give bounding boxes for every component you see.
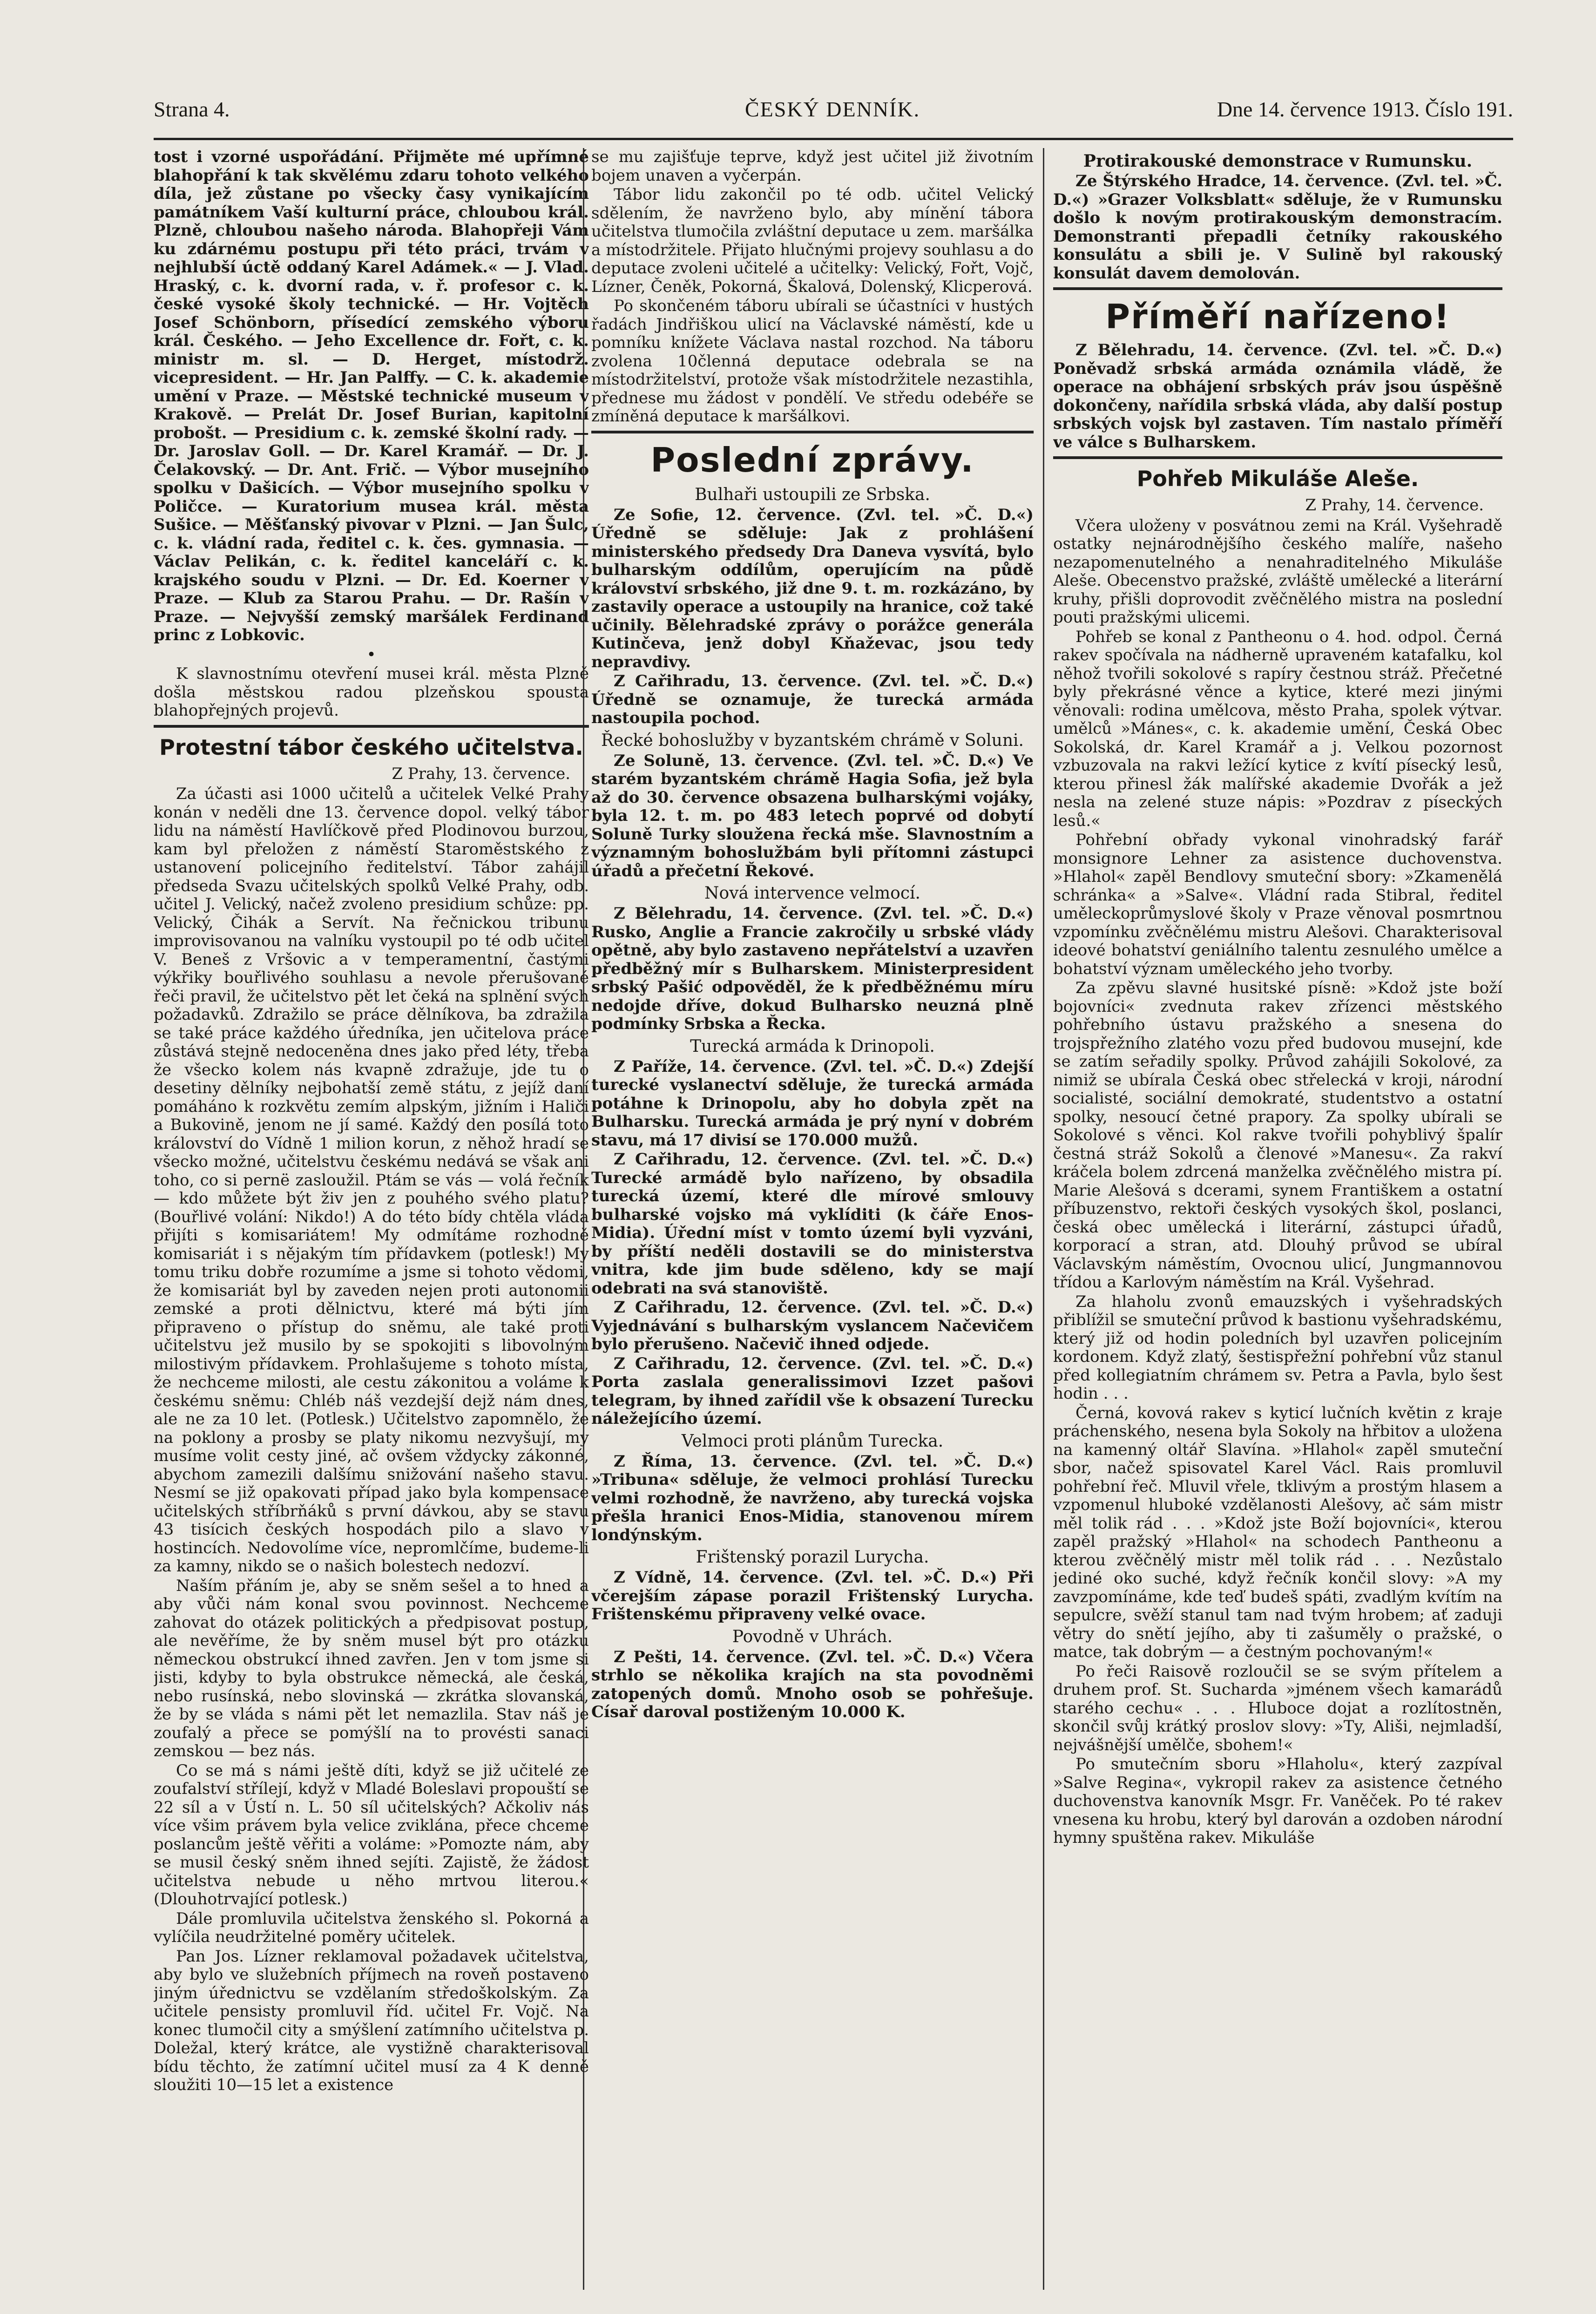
news-item: Z Pešti, 14. července. (Zvl. tel. »Č. D.«) Včera strhlo se několika krajích na sta povodněmi zatopených domů. Mnoho osob se pohřešuje. Císař daroval postiženým 10.000 K. bbox=[591, 1647, 1034, 1721]
plzen-note: K slavnostnímu otevření musei král. města Plzně došla městskou radou plzeňskou spousta blahopřejných projevů. bbox=[154, 664, 589, 720]
page-number: Strana 4. bbox=[154, 97, 230, 121]
news-subheading: Povodně v Uhrách. bbox=[732, 1627, 893, 1646]
article-continuation: se mu zajišťuje teprve, když jest učitel již životním bojem unaven a vyčerpán. bbox=[591, 148, 1034, 185]
news-item: Z Cařihradu, 12. července. (Zvl. tel. »Č. D.«) Vyjednávání s bulharským vyslancem Načevičem bylo přerušeno. Načevič ihned odjede. bbox=[591, 1298, 1034, 1353]
article-paragraph: Včera uloženy v posvátnou zemi na Král. Vyšehradě ostatky nejnárodnějšího českého malíře, našeho nezapomenutelného a nenahraditelného Mikuláše Aleše. Obecenstvo pražské, zvláště umělecké a literární kruhy, přišli doprovodit zvěčnělého mistra na poslední pouti pražskými ulicemi. bbox=[1053, 516, 1502, 627]
section-rule bbox=[591, 431, 1034, 433]
article-continuation: tost i vzorné uspořádání. Přijměte mé upřímné blahopřání k tak skvělému zdaru tohoto velkého díla, jež zůstane po všecky časy vynikajícím památníkem Vaší kulturní práce, chloubou král. Plzně, chloubou našeho národa. Blahopřeji Vám ku zdárnému postupu při této práci, trvám v nejhlubší úctě oddaný Karel Adámek.« — J. Vlad. Hraský, c. k. dvorní rada, v. ř. profesor c. k. české vysoké školy technické. — Hr. Vojtěch Josef Schönborn, přísedící zemského výboru král. Českého. — Jeho Excellence dr. Fořt, c. k. ministr m. sl. — D. Herget, místodrž. vicepresident. — Hr. Jan Palffy. — C. k. akademie umění v Praze. — Městské technické museum v Krakově. — Prelát Dr. Josef Burian, kapitolní probošt. — Presidium c. k. zemské školní rady. — Dr. Jaroslav Goll. — Dr. Karel Kramář. — Dr. J. Čelakovský. — Dr. Ant. Frič. — Výbor musejního spolku v Dašicích. — Výbor musejního spolku v Poličce. — Kuratorium musea král. města Sušice. — Měšťanský pivovar v Plzni. — Jan Šulc, c. k. vládní rada, ředitel c. k. čes. gymnasia. — Václav Pelikán, c. k. ředitel kanceláří c. k. krajského soudu v Plzni. — Dr. Ed. Koerner v Praze. — Klub za Starou Prahu. — Dr. Rašín v Praze. — Nejvyšší zemský maršálek Ferdinand princ z Lobkovic. bbox=[154, 148, 589, 644]
column-right bbox=[1053, 148, 1502, 2290]
header-rule bbox=[154, 138, 1513, 140]
article-paragraph: Dále promluvila učitelstva ženského sl. Pokorná a vylíčila neudržitelné poměry učitelek. bbox=[154, 1909, 589, 1946]
news-subheading: Turecká armáda k Drinopoli. bbox=[690, 1036, 935, 1056]
news-item: Z Cařihradu, 12. července. (Zvl. tel. »Č. D.«) Porta zaslala generalissimovi Izzet pašovi telegram, by ihned zařídil vše k obsazení Turecku náležejícího území. bbox=[591, 1354, 1034, 1428]
news-subheading: Frištenský porazil Lurycha. bbox=[696, 1548, 929, 1567]
section-heading: Příměří nařízeno! bbox=[1105, 297, 1450, 336]
news-item: Ze Štýrského Hradce, 14. července. (Zvl. tel. »Č. D.«) »Grazer Volksblatt« sděluje, že v Rumunsku došlo k novým protirakouským demonstracím. Demonstranti přepadli četníky rakouského konsulátu a sbili je. V Sulině byl rakouský konsulát davem demolován. bbox=[1053, 172, 1502, 283]
article-paragraph: Pohřeb se konal z Pantheonu o 4. hod. odpol. Černá rakev spočívala na nádherně upraveném katafalku, kol něhož tvořili sokolové s rapíry čestnou stráž. Přečetné byly překrásné věnce a kytice, které mezi jinými věnovali: rodina umělcova, město Praha, spolek výtvar. umělců »Mánes«, c. k. akademie umění, Česká Obec Sokolská, dr. Karel Kramář a j. Velkou pozornost vzbuzovala na rakvi ležící kytice z kvítí písecký lesů, kterou přinesl žák malířské akademie Dvořák a jež nesla na zelené stuze nápis: »Pozdrav z píseckých lesů.« bbox=[1053, 627, 1502, 830]
article-paragraph: Po smutečním sboru »Hlaholu«, který zazpíval »Salve Regina«, vykropil rakev za asistence četného duchovenstva kanovník Msgr. Fr. Vaněček. Po té rakev vnesena ku hrobu, který byl darován a ozdoben národní hymny spuštěna rakev. Mikuláše bbox=[1053, 1755, 1502, 1847]
article-paragraph: Co se má s námi ještě díti, když se již učitelé ze zoufalství střílejí, když v Mladé Boleslavi propouští se 22 síl a v Ústí n. L. 50 síl učitelských? Ačkoliv nás více všim právem byla velice zviklána, přece chceme poslancům ještě věřiti a voláme: »Pomozte nám, aby se musil český sněm ihned sejíti. Zajistě, že žádost učitelstva nebude u něho mrtvou literou.« (Dlouhotrvající potlesk.) bbox=[154, 1761, 589, 1908]
column-divider bbox=[1043, 148, 1044, 2290]
article-paragraph: Naším přáním je, aby se sněm sešel a to hned a aby vůči nám konal svou povinnost. Nechceme zahovat do otázek politických a předpisovat postup, ale nevěříme, že by sněm musel být pro otázku německou obstrukcí ihned zavřen. Jen v tom jsme si jisti, kdyby to byla obstrukce německá, ale česká, nebo rusínská, nebo slovinská — zkrátka slovanská, že by se vláda s námi pět let nemazlila. Stav náš je zoufalý a přece se pomýšlí na to provésti sanaci zemskou — bez nás. bbox=[154, 1576, 589, 1760]
issue-date: Dne 14. července 1913. Číslo 191. bbox=[1217, 97, 1513, 121]
column-middle bbox=[591, 148, 1034, 2290]
separator-star: • bbox=[366, 645, 376, 664]
article-heading: Protestní tábor českého učitelstva. bbox=[159, 734, 583, 760]
news-item: Z Říma, 13. července. (Zvl. tel. »Č. D.«) »Tribuna« sděluje, že velmoci prohlásí Turecku velmi rozhodně, že navrženo, aby turecká vojska přešla hranici Enos-Midia, stanovenou mírem londýnským. bbox=[591, 1452, 1034, 1544]
section-rule bbox=[154, 725, 589, 728]
news-item: Z Cařihradu, 13. července. (Zvl. tel. »Č. D.«) Úředně se oznamuje, že turecká armáda nastoupila pochod. bbox=[591, 672, 1034, 727]
article-paragraph: Za účasti asi 1000 učitelů a učitelek Velké Prahy konán v neděli dne 13. července dopol. velký tábor lidu na náměstí Havlíčkově před Plodinovou burzou, kam byl přeložen z náměstí Staroměstského z ustanovení policejního ředitelství. Tábor zahájil předseda Svazu učitelských spolků Velké Prahy, odb. učitel J. Velický, načež zvoleno presidium schůze: pp. Velický, Čihák a Servít. Na řečnickou tribunu improvisovanou na valníku vystoupil po té odb učitel V. Beneš z Vršovic a v temperamentní, častými výkřiky bouřlivého souhlasu a nevole přerušované řeči pravil, že učitelstvo pět let čeká na splnění svých požadavků. Zdražilo se práce dělníkova, ba zdražila se také práce každého úředníka, jen učitelova práce zůstává stejně nedoceněna dnes jako před léty, třeba že všecko kolem nás kvapně zdražuje, jde tu o desetiny dělníky nejbohatší země státu, z jejíž daní pomáháno k rozkvětu zemím alpským, jižním i Haliči a Bukovině, jenom ne jí samé. Každý den posílá toto království do Vídně 1 milion korun, z něhož hradí se všecko možné, učitelstvu českému nedává se však ani toho, co si pernë zasloužil. Ptám se vás — volá řečník — kdo můžete být živ jen z pouhého svého platu? (Bouřlivé volání: Nikdo!) A do této bídy chtěla vláda přijíti s komisariátem! My odmítáme rozhodně komisariát i s nějakým tím přídavkem (potlesk!) My tomu triku dobře rozumíme a jsme si tohoto vědomi, že komisariát byl by zaveden nejen proti autonomii zemské a proti dělnictvu, které má býti jím připraveno o přístup do sněmu, ale také proti učitelstvu jež musilo by se spokojiti s libovolným milostivým přídavkem. Prohlašujeme s tohoto místa, že nechceme milosti, ale cestu zákonitou a voláme k českému sněmu: Chléb náš vezdejší dejž nám dnes, ale ne za 10 let. (Potlesk.) Učitelstvo zapomnělo, že na poklony a prosby se platy nikomu nezvyšují, my musíme volit cesty jiné, ač ovšem vždycky zákonné, abychom zamezili dalšímu snižování našeho stavu. Nesmí se již opakovati případ jako byla kompensace učitelských stříbrňáků s první dávkou, aby se stavu 43 tisícich českých hospodách pilo a slavo v hostincích. Nedovolíme více, nepromlčíme, budeme-li za kamny, nikdo se o našich bolestech nedozví. bbox=[154, 785, 589, 1576]
news-subheading: Protirakouské demonstrace v Rumunsku. bbox=[1083, 151, 1473, 171]
article-paragraph: Po řeči Raisově rozloučil se se svým přítelem a druhem prof. St. Sucharda »jménem všech kamarádů starého cechu« . . . Hluboce dojat a rozlítostněn, skončil svůj krátký proslov slovy: »Ty, Ališi, nejmladší, nejvášnější umělče, sbohem!« bbox=[1053, 1662, 1502, 1754]
news-item: Ze Soluně, 13. července. (Zvl. tel. »Č. D.«) Ve starém byzantském chrámě Hagia Sofia, jež byla až do 30. července obsazena bulharskými vojáky, byla 12. t. m. po 483 letech poprvé od dobytí Soluně Turky sloužena řecká mše. Slavnostním a významným bohoslužbám byli přítomni zástupci úřadů a přečetní Řekové. bbox=[591, 751, 1034, 880]
section-heading: Poslední zprávy. bbox=[650, 440, 974, 480]
section-rule bbox=[1053, 456, 1502, 459]
article-paragraph: Za hlaholu zvonů emauzských i vyšehradských přiblížil se smuteční průvod k bastionu vyšehradskému, který již od hodin poledních byl uzavřen policejním kordonem. Když zlatý, šestispřežní pohřební vůz stanul před kollegiatním chrámem sv. Petra a Pavla, bylo šest hodin . . . bbox=[1053, 1292, 1502, 1403]
article-paragraph: Černá, kovová rakev s kyticí lučních květin z kraje práchenského, nesena byla Sokoly na hřbitov a uložena na kamenný oltář Slavína. »Hlahol« zapěl smuteční sbor, načež spisovatel Karel Václ. Rais promluvil pohřební řeč. Mluvil vřele, tklivým a prostým hlasem a vzpomenul hluboké vzdělanosti Alešovy, ač sám mistr měl tolik rád . . . »Kdož jste Boží bojovníci«, kterou zapěl pražský »Hlahol« na schodech Pantheonu a kterou zvěčnělý mistr měl tolik rád . . . Nezůstalo jediné oko suché, když řečník končil slovy: »A my zavzpomínáme, kde teď budeš spáti, zvadlým kvítím na sepulcre, svěží stanul tam nad tvým hrobem; ať zaduji větry do snětí jejího, aby ti zašuměly o pražské, o matce, tak dobrým — a čestným pochovaným!« bbox=[1053, 1403, 1502, 1661]
section-rule bbox=[1053, 287, 1502, 290]
news-item: Z Paříže, 14. července. (Zvl. tel. »Č. D.«) Zdejší turecké vyslanectví sděluje, že turecká armáda potáhne k Drinopolu, aby ho dobyla zpět na Bulharsku. Turecká armáda je prý nyní v dobrém stavu, má 17 divisí se 170.000 mužů. bbox=[591, 1057, 1034, 1150]
column-left bbox=[154, 148, 589, 2290]
masthead-title: ČESKÝ DENNÍK. bbox=[745, 97, 920, 121]
article-paragraph: Pohřební obřady vykonal vinohradský farář monsignore Lehner za asistence duchovenstva. »Hlahol« zapěl Bendlovy smuteční sbory: »Zkamenělá schránka« a »Salve«. Vládní rada Stibral, ředitel uměleckoprůmyslové školy v Praze věnoval posmrtnou vzpomínku zvěčnělému mistru Alešovi. Charakterisoval ideové bohatství geniálního talentu zesnulého umělce a bohatství význam uměleckého jeho tvorby. bbox=[1053, 831, 1502, 978]
article-paragraph: Pan Jos. Lízner reklamoval požadavek učitelstva, aby bylo ve služebních příjmech na roveň postaveno jiným úřednictvu se vzdělaním středoškolským. Za učitele pensisty promluvil říd. učitel Fr. Vojč. Na konec tlumočil city a smýšlení zatímního učitelstva p. Doležal, který krátce, ale vystižně charakterisoval bídu těchto, že zatímní učitel musí za 4 K denně sloužiti 10—15 let a existence bbox=[154, 1947, 589, 2094]
news-subheading: Velmoci proti plánům Turecka. bbox=[681, 1431, 944, 1451]
article-paragraph: Tábor lidu zakončil po té odb. učitel Velický sdělením, že navrženo bylo, aby mínění tábora učitelstva tlumočila zvláštní deputace u zem. maršálka a místodržitele. Přijato hlučnými projevy souhlasu a do deputace zvoleni učitelé a učitelky: Velický, Fořt, Vojč, Lízner, Čeněk, Pokorná, Škalová, Dolenský, Klicperová. bbox=[591, 185, 1034, 296]
news-subheading: Bulhaři ustoupili ze Srbska. bbox=[695, 485, 930, 504]
news-subheading: Nová intervence velmocí. bbox=[704, 884, 920, 903]
news-item: Z Cařihradu, 12. července. (Zvl. tel. »Č. D.«) Turecké armádě bylo nařízeno, by obsadila turecká území, které dle mírové smlouvy bulharské vojsko má vyklíditi (k čáře Enos-Midia). Úřední míst v tomto území byli vyzváni, by příští neděli dostavili se do ministerstva vnitra, kde jim bude sděleno, kdy se mají odebrati na svá stanoviště. bbox=[591, 1150, 1034, 1298]
news-item: Z Vídně, 14. července. (Zvl. tel. »Č. D.«) Při včerejším zápase porazil Frištenský Lurycha. Frištenskému připraveny velké ovace. bbox=[591, 1568, 1034, 1624]
news-item: Ze Sofie, 12. července. (Zvl. tel. »Č. D.«) Úředně se sděluje: Jak z prohlášení ministerského předsedy Dra Daneva vysvítá, bylo bulharským oddílům, operujícím na půdě království srbského, již dne 9. t. m. rozkázáno, by zastavily operace a ustoupily na hranice, což také učinily. Bělehradské zprávy o porážce generála Kutinčeva, jenž dobyl Kňaževac, jsou tedy nepravdivy. bbox=[591, 505, 1034, 671]
article-dateline: Z Prahy, 13. července. bbox=[392, 764, 570, 783]
page-header bbox=[154, 88, 1513, 126]
article-dateline: Z Prahy, 14. července. bbox=[1305, 496, 1484, 514]
article-paragraph: Za zpěvu slavné husitské písně: »Kdož jste boží bojovníci« zvednuta rakev zřízenci městského pohřebního ústavu pražského a snesena do trojspřežního zlatého vozu před budovou musejní, kde se zatím seřadily spolky. Průvod zahájili Sokolové, za nimiž se ubírala Česká obec střelecká v kroji, národní socialisté, sociální demokraté, studentstvo a ostatní spolky, nesoucí četné prapory. Za spolky ubírali se Sokolové s věnci. Kol rakve tvořili pohyblivý špalír čestná stráž Sokolů a členové »Manesu«. Za rakví kráčela bolem zdrcená manželka zvěčnělého mistra pí. Marie Alešová s dcerami, synem Františkem a ostatní příbuzenstvo, rektoři českých vysokých škol, poslanci, česká obec umělecká i literární, zástupci úřadů, korporací a stran, atd. Dlouhý průvod se ubíral Václavským náměstím, Ovocnou ulicí, Jungmannovou třídou a Karlovým náměstím na Král. Vyšehrad. bbox=[1053, 979, 1502, 1292]
news-item: Z Bělehradu, 14. července. (Zvl. tel. »Č. D.«) Rusko, Anglie a Francie zakročily u srbské vlády opětně, aby bylo zastaveno nepřátelství a uzavřen předběžný mír s Bulharskem. Ministerpresident srbský Pašić odpověděl, že k předběžnému míru nedojde dříve, dokud Bulharsko neuzná plně podmínky Srbska a Řecka. bbox=[591, 904, 1034, 1033]
news-subheading: Řecké bohoslužby v byzantském chrámě v Soluni. bbox=[601, 731, 1024, 750]
article-paragraph: Po skončeném táboru ubírali se účastníci v hustých řadách Jindřiškou ulicí na Václavské náměstí, kde u pomníku knížete Václava nastal rozchod. Na táboru zvolena 10členná deputace odebrala se na místodržitelství, protože však místodržitele nezastihla, přednese mu žádost v pondělí. Ve středu odebéře se zmíněná deputace k maršálkovi. bbox=[591, 297, 1034, 426]
news-item: Z Bělehradu, 14. července. (Zvl. tel. »Č. D.«) Poněvadž srbská armáda oznámila vládě, že operace na obhájení srbských práv jsou úspěšně dokončeny, nařídila srbská vláda, aby další postup srbských vojsk byl zastaven. Tím nastalo příměří ve válce s Bulharskem. bbox=[1053, 341, 1502, 452]
article-heading: Pohřeb Mikuláše Aleše. bbox=[1136, 466, 1419, 491]
